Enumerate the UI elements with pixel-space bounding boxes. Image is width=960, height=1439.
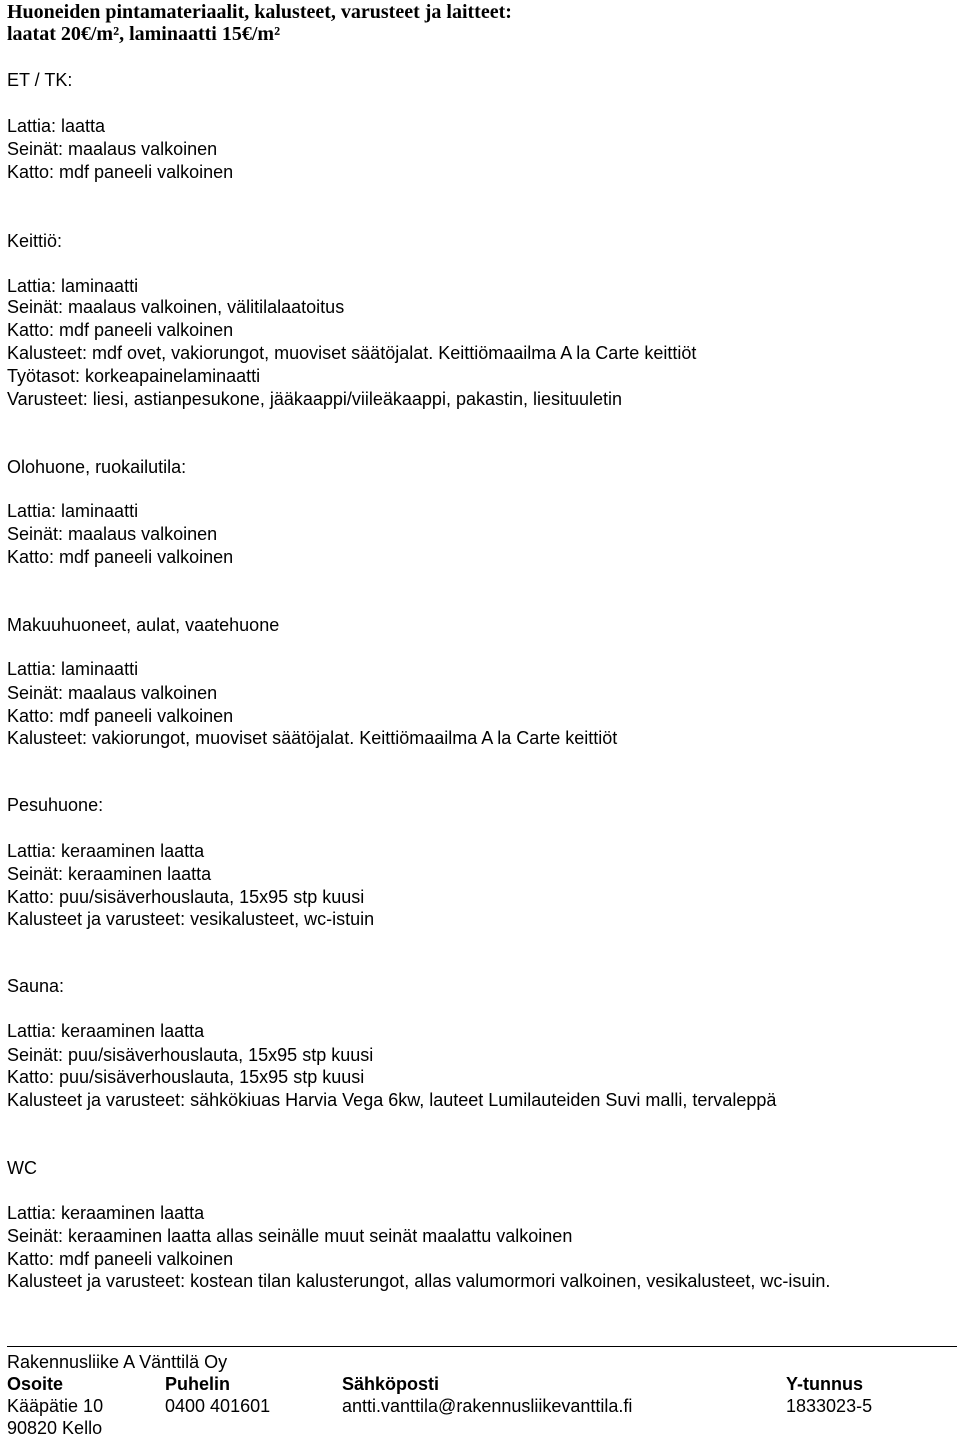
email-address: antti.vanttila@rakennusliikevanttila.fi xyxy=(342,1396,633,1416)
business-id-label: Y-tunnus xyxy=(786,1374,863,1394)
spec-line: Lattia: laminaatti xyxy=(7,276,139,296)
spec-line: Kalusteet ja varusteet: kostean tilan kalusterungot, allas valumormori valkoinen, vesikalusteet, wc-isuin. xyxy=(7,1271,831,1291)
spec-line: Työtasot: korkeapainelaminaatti xyxy=(7,366,261,386)
spec-line: Katto: mdf paneeli valkoinen xyxy=(7,547,234,567)
spec-line: Lattia: laminaatti xyxy=(7,501,139,521)
spec-line: Katto: mdf paneeli valkoinen xyxy=(7,706,234,726)
section-heading: ET / TK: xyxy=(7,70,73,90)
email-label: Sähköposti xyxy=(342,1374,440,1394)
spec-line: Katto: puu/sisäverhouslauta, 15x95 stp kuusi xyxy=(7,887,365,907)
business-id: 1833023-5 xyxy=(786,1396,873,1416)
section-heading: Keittiö: xyxy=(7,231,63,251)
phone-number: 0400 401601 xyxy=(165,1396,271,1416)
spec-line: Kalusteet: mdf ovet, vakiorungot, muoviset säätöjalat. Keittiömaailma A la Carte keittiöt xyxy=(7,343,697,363)
spec-line: Lattia: keraaminen laatta xyxy=(7,1203,205,1223)
spec-line: Lattia: laatta xyxy=(7,116,106,136)
postal-address: 90820 Kello xyxy=(7,1418,103,1438)
document-subtitle-prices: laatat 20€/m², laminaatti 15€/m² xyxy=(7,23,281,45)
document-title: Huoneiden pintamateriaalit, kalusteet, varusteet ja laitteet: xyxy=(7,1,512,23)
phone-label: Puhelin xyxy=(165,1374,231,1394)
section-heading: WC xyxy=(7,1158,37,1178)
spec-line: Seinät: maalaus valkoinen, välitilalaatoitus xyxy=(7,297,345,317)
spec-line: Katto: mdf paneeli valkoinen xyxy=(7,1249,234,1269)
spec-line: Seinät: puu/sisäverhouslauta, 15x95 stp kuusi xyxy=(7,1045,374,1065)
spec-line: Kalusteet: vakiorungot, muoviset säätöjalat. Keittiömaailma A la Carte keittiöt xyxy=(7,728,618,748)
spec-line: Varusteet: liesi, astianpesukone, jääkaappi/viileäkaappi, pakastin, liesituuletin xyxy=(7,389,623,409)
company-name: Rakennusliike A Vänttilä Oy xyxy=(7,1352,228,1372)
spec-line: Kalusteet ja varusteet: vesikalusteet, wc-istuin xyxy=(7,909,375,929)
spec-line: Seinät: keraaminen laatta xyxy=(7,864,212,884)
spec-line: Lattia: laminaatti xyxy=(7,659,139,679)
street-address: Kääpätie 10 xyxy=(7,1396,104,1416)
spec-line: Seinät: maalaus valkoinen xyxy=(7,683,218,703)
spec-line: Katto: puu/sisäverhouslauta, 15x95 stp kuusi xyxy=(7,1067,365,1087)
footer-divider xyxy=(7,1346,957,1347)
spec-line: Katto: mdf paneeli valkoinen xyxy=(7,320,234,340)
spec-line: Seinät: maalaus valkoinen xyxy=(7,139,218,159)
section-heading: Makuuhuoneet, aulat, vaatehuone xyxy=(7,615,280,635)
spec-line: Lattia: keraaminen laatta xyxy=(7,841,205,861)
spec-line: Katto: mdf paneeli valkoinen xyxy=(7,162,234,182)
spec-line: Seinät: maalaus valkoinen xyxy=(7,524,218,544)
address-label: Osoite xyxy=(7,1374,64,1394)
spec-line: Kalusteet ja varusteet: sähkökiuas Harvia Vega 6kw, lauteet Lumilauteiden Suvi malli, tervaleppä xyxy=(7,1090,777,1110)
section-heading: Pesuhuone: xyxy=(7,795,104,815)
section-heading: Olohuone, ruokailutila: xyxy=(7,457,187,477)
spec-line: Lattia: keraaminen laatta xyxy=(7,1021,205,1041)
spec-line: Seinät: keraaminen laatta allas seinälle muut seinät maalattu valkoinen xyxy=(7,1226,573,1246)
section-heading: Sauna: xyxy=(7,976,65,996)
